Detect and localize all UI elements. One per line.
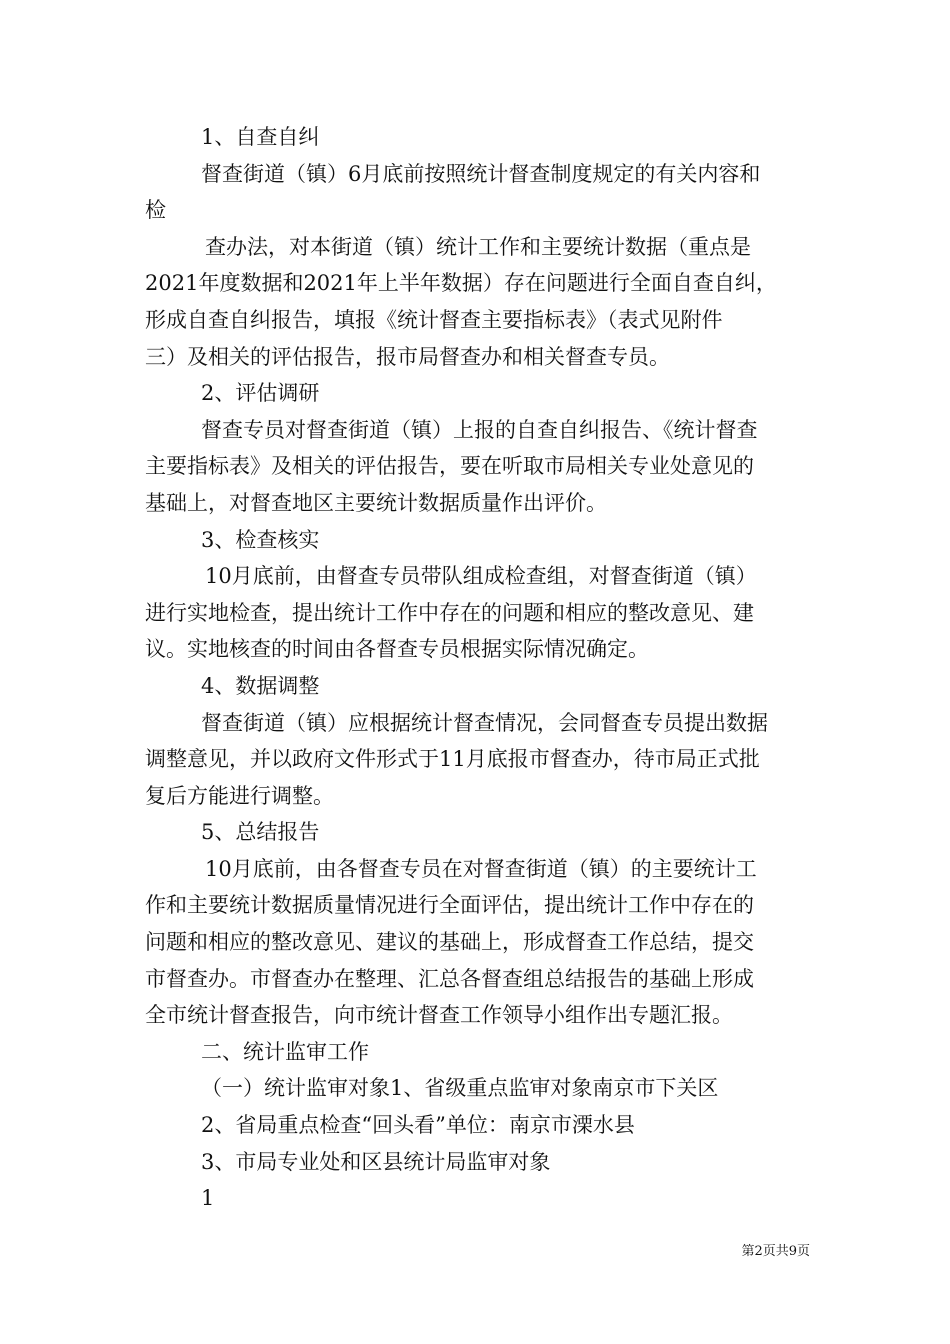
- text-line: 督查专员对督查街道（镇）上报的自查自纠报告、《统计督查: [201, 417, 758, 442]
- page-content: [145, 119, 811, 1217]
- text-line: 2、省局重点检查“回头看”单位：南京市溧水县: [201, 1113, 635, 1138]
- text-line: 1、自查自纠: [201, 125, 320, 149]
- text-line: 查办法，对本街道（镇）统计工作和主要统计数据（重点是: [205, 234, 751, 259]
- text-line: 10月底前，由各督查专员在对督查街道（镇）的主要统计工: [205, 856, 757, 881]
- text-line: 主要指标表》及相关的评估报告，要在听取市局相关专业处意见的: [145, 454, 754, 479]
- text-line: 10月底前，由督查专员带队组成检查组，对督查街道（镇）: [205, 564, 757, 589]
- text-line: 3、市局专业处和区县统计局监审对象: [201, 1149, 551, 1174]
- text-line: 2、评估调研: [201, 381, 320, 406]
- text-line: 2021年度数据和2021年上半年数据）存在问题进行全面自查自纠，: [145, 271, 777, 296]
- text-line: 4、数据调整: [201, 673, 320, 698]
- text-line: 5、总结报告: [201, 820, 320, 845]
- text-line: 督查街道（镇）应根据统计督查情况，会同督查专员提出数据: [201, 710, 768, 735]
- text-line: 进行实地检查，提出统计工作中存在的问题和相应的整改意见、建: [145, 600, 754, 625]
- text-line: 三）及相关的评估报告，报市局督查办和相关督查专员。: [145, 344, 670, 369]
- page-number: 第2页共9页: [741, 1244, 810, 1259]
- text-line: 基础上，对督查地区主要统计数据质量作出评价。: [145, 490, 607, 515]
- text-line: 1: [201, 1186, 215, 1211]
- text-line: 3、检查核实: [201, 527, 320, 552]
- text-line: 检: [145, 198, 166, 223]
- text-line: （一）统计监审对象1、省级重点监审对象南京市下关区: [201, 1076, 719, 1101]
- text-line: 调整意见，并以政府文件形式于11月底报市督查办，待市局正式批: [145, 747, 760, 772]
- text-line: 二、统计监审工作: [201, 1039, 369, 1064]
- text-line: 议。实地核查的时间由各督查专员根据实际情况确定。: [145, 637, 649, 662]
- text-line: 形成自查自纠报告，填报《统计督查主要指标表》（表式见附件: [145, 307, 723, 332]
- text-line: 全市统计督查报告，向市统计督查工作领导小组作出专题汇报。: [145, 1003, 733, 1028]
- text-line: 作和主要统计数据质量情况进行全面评估，提出统计工作中存在的: [145, 893, 754, 918]
- text-line: 督查街道（镇）6月底前按照统计督查制度规定的有关内容和: [201, 161, 761, 186]
- text-line: 复后方能进行调整。: [145, 783, 334, 808]
- text-line: 市督查办。市督查办在整理、汇总各督查组总结报告的基础上形成: [145, 966, 754, 991]
- text-line: 问题和相应的整改意见、建议的基础上，形成督查工作总结，提交: [145, 930, 754, 955]
